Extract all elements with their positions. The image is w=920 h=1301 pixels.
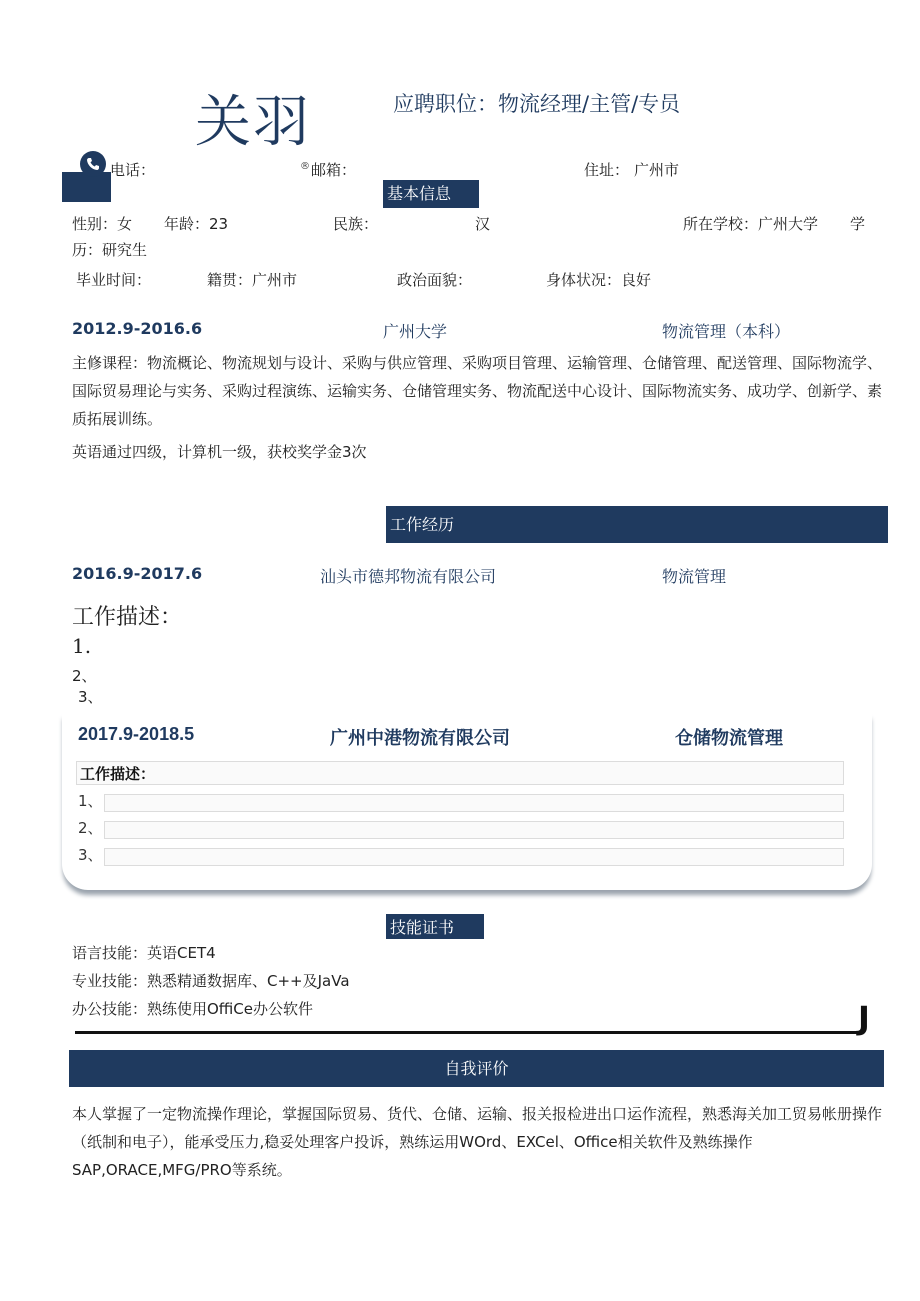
phone-icon-block: [62, 172, 111, 202]
section-skills: 技能证书: [386, 914, 484, 939]
work2-item: 1、: [78, 792, 103, 810]
self-evaluation-text: 本人掌握了一定物流操作理论，掌握国际贸易、货代、仓储、运输、报关报检进出口运作流程，熟悉海关加工贸易帐册操作（纸制和电子），能承受压力,稳妥处理客户投诉，熟练运用WOrd、EXCel、Office相关软件及熟练操作SAP,ORACE,MFG/PRO等系统。: [72, 1105, 883, 1179]
education-school: 广州大学: [383, 322, 448, 341]
skill-office: 办公技能：熟练使用OffiCe办公软件: [72, 1000, 314, 1018]
section-work-experience: 工作经历: [386, 506, 888, 543]
work1-item: 3、: [78, 688, 103, 706]
education-major: 物流管理（本科）: [662, 322, 791, 341]
school: 所在学校：广州大学: [683, 215, 819, 233]
job-target: 应聘职位：物流经理/主管/专员: [393, 92, 681, 116]
work2-period: 2017.9-2018.5: [78, 724, 195, 744]
education-level: 历：研究生: [72, 241, 148, 259]
skill-professional: 专业技能：熟悉精通数据库、C++及JaVa: [72, 972, 350, 990]
education-label-start: 学: [850, 215, 866, 233]
work2-role: 仓储物流管理: [675, 728, 783, 748]
work2-item-line: [104, 794, 844, 812]
phone-label: 电话：: [110, 161, 156, 179]
education-honors: 英语通过四级，计算机一级，获校奖学金3次: [72, 443, 367, 461]
work2-description-label: 工作描述：: [80, 765, 156, 783]
work1-item: 1.: [72, 634, 92, 658]
candidate-name: 关羽: [195, 90, 311, 155]
work2-item-line: [104, 821, 844, 839]
hometown: 籍贯：广州市: [207, 271, 298, 289]
work1-period: 2016.9-2017.6: [72, 564, 203, 583]
work2-item: 3、: [78, 846, 103, 864]
phone-icon: [80, 151, 106, 177]
section-self-evaluation: 自我评价: [69, 1050, 884, 1087]
work1-item: 2、: [72, 667, 97, 685]
work2-description-box: [76, 761, 844, 785]
gender: 性别：女: [72, 215, 133, 233]
email-icon: ®: [300, 161, 310, 172]
section-basic-info: 基本信息: [383, 180, 479, 208]
rule-mark: J: [858, 999, 870, 1037]
political-status: 政治面貌：: [397, 271, 473, 289]
divider-rule: [75, 1031, 857, 1034]
address-value: 广州市: [634, 161, 680, 179]
work1-description-label: 工作描述：: [72, 605, 183, 630]
work2-item-line: [104, 848, 844, 866]
ethnicity-label: 民族：: [333, 215, 379, 233]
age: 年龄：23: [164, 215, 229, 233]
email-label: 邮箱：: [311, 161, 357, 179]
education-courses: 主修课程：物流概论、物流规划与设计、采购与供应管理、采购项目管理、运输管理、仓储管理、配送管理、国际物流学、国际贸易理论与实务、采购过程演练、运输实务、仓储管理实务、物流配送中心设计、国际物流实务、成功学、创新学、素质拓展训练。: [72, 354, 883, 428]
work1-role: 物流管理: [662, 567, 727, 586]
work2-company: 广州中港物流有限公司: [330, 728, 510, 748]
work1-company: 汕头市德邦物流有限公司: [320, 567, 497, 586]
health-status: 身体状况：良好: [546, 271, 652, 289]
graduation-time: 毕业时间：: [76, 271, 152, 289]
work2-item: 2、: [78, 819, 103, 837]
address-label: 住址：: [584, 161, 630, 179]
education-period: 2012.9-2016.6: [72, 319, 203, 338]
ethnicity-value: 汉: [475, 215, 491, 233]
skill-language: 语言技能：英语CET4: [72, 944, 216, 962]
